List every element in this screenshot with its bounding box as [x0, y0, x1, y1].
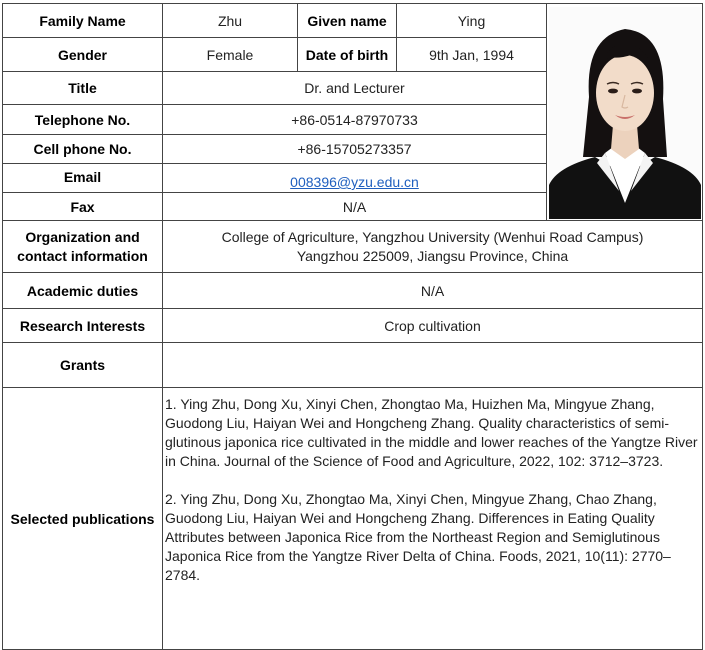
fax-value: N/A: [163, 193, 547, 221]
row-name: [3, 4, 703, 38]
publications-list: [163, 388, 703, 650]
row-research-interests: [3, 309, 703, 343]
portrait-illustration: [549, 7, 701, 219]
research-interests-label: Research Interests: [3, 309, 163, 343]
organization-value-line2: Yangzhou 225009, Jiangsu Province, China: [296, 247, 569, 264]
organization-label-line1: Organization and: [25, 228, 140, 245]
date-of-birth-value: 9th Jan, 1994: [397, 38, 547, 72]
portrait-photo: [549, 7, 701, 219]
row-grants: [3, 343, 703, 388]
title-label: Title: [3, 72, 163, 105]
email-cell: [163, 164, 547, 193]
telephone-label: Telephone No.: [3, 105, 163, 135]
given-name-value: Ying: [397, 4, 547, 38]
gender-label: Gender: [3, 38, 163, 72]
academic-duties-value: N/A: [163, 273, 703, 309]
selected-publications-label: Selected publications: [3, 388, 163, 650]
gender-value: Female: [163, 38, 298, 72]
organization-value-line1: College of Agriculture, Yangzhou University (Wenhui Road Campus): [221, 228, 644, 245]
cell-phone-label: Cell phone No.: [3, 135, 163, 164]
photo-cell: [547, 4, 703, 221]
organization-label-line2: contact information: [17, 247, 148, 264]
email-label: Email: [3, 164, 163, 193]
email-link[interactable]: 008396@yzu.edu.cn: [290, 174, 419, 190]
grants-value: [163, 343, 703, 388]
title-value: Dr. and Lecturer: [163, 72, 547, 105]
profile-table: [2, 3, 703, 650]
family-name-value: Zhu: [163, 4, 298, 38]
grants-label: Grants: [3, 343, 163, 388]
academic-duties-label: Academic duties: [3, 273, 163, 309]
date-of-birth-label: Date of birth: [298, 38, 397, 72]
publication-item: 2. Ying Zhu, Dong Xu, Zhongtao Ma, Xinyi Chen, Mingyue Zhang, Chao Zhang, Guodong Liu, Haiyan Wei and Hongcheng Zhang. Differences in Eating Quality Attributes between Japonica Rice from the Northeast Region and Semiglutinous Japonica Rice from the Yangtze River Delta of China. Foods, 2021, 10(11): 2770–2784.: [165, 491, 671, 583]
research-interests-value: Crop cultivation: [163, 309, 703, 343]
row-academic-duties: [3, 273, 703, 309]
row-organization: [3, 221, 703, 273]
telephone-value: +86-0514-87970733: [163, 105, 547, 135]
organization-label: [3, 221, 163, 273]
organization-value: [163, 221, 703, 273]
cell-phone-value: +86-15705273357: [163, 135, 547, 164]
given-name-label: Given name: [298, 4, 397, 38]
publication-item: 1. Ying Zhu, Dong Xu, Xinyi Chen, Zhongtao Ma, Huizhen Ma, Mingyue Zhang, Guodong Liu, Haiyan Wei and Hongcheng Zhang. Quality characteristics of semi-glutinous japonica rice cultivated in the middle and lower reaches of the Yangtze River in China. Journal of the Science of Food and Agriculture, 2022, 102: 3712–3723.: [165, 396, 698, 469]
fax-label: Fax: [3, 193, 163, 221]
row-publications: [3, 388, 703, 650]
family-name-label: Family Name: [3, 4, 163, 38]
